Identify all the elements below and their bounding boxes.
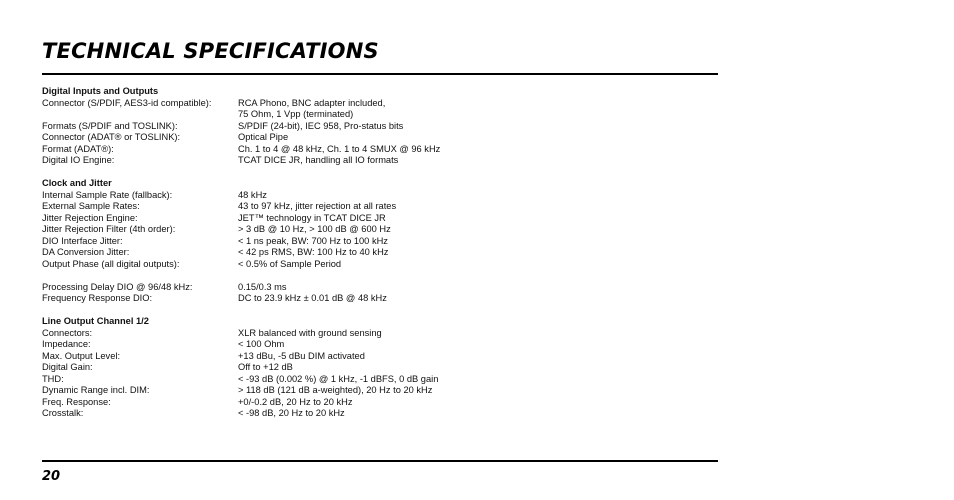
spec-label: Connector (S/PDIF, AES3-id compatible): bbox=[42, 97, 212, 108]
spec-label: Max. Output Level: bbox=[42, 350, 121, 361]
spec-label: THD: bbox=[42, 373, 64, 384]
page-number: 20 bbox=[42, 469, 61, 484]
spec-value: Ch. 1 to 4 @ 48 kHz, Ch. 1 to 4 SMUX @ 96 kHz bbox=[238, 143, 441, 154]
spec-label: Digital Gain: bbox=[42, 362, 93, 372]
spec-label: Digital IO Engine: bbox=[42, 155, 115, 165]
spec-label: Format (ADAT®): bbox=[42, 143, 114, 154]
spec-row bbox=[42, 339, 718, 351]
spec-value: 43 to 97 kHz, jitter rejection at all rates bbox=[238, 201, 397, 211]
spec-row bbox=[42, 132, 718, 144]
spec-value: +13 dBu, -5 dBu DIM activated bbox=[238, 350, 365, 361]
spec-value: < 42 ps RMS, BW: 100 Hz to 40 kHz bbox=[238, 247, 389, 257]
spec-label: DA Conversion Jitter: bbox=[42, 247, 130, 257]
spec-section-digital-io bbox=[42, 86, 718, 167]
spec-value: < 0.5% of Sample Period bbox=[238, 258, 342, 269]
spec-row bbox=[42, 385, 718, 397]
spec-value: DC to 23.9 kHz ± 0.01 dB @ 48 kHz bbox=[238, 293, 387, 303]
spec-row bbox=[42, 201, 718, 213]
spec-value: RCA Phono, BNC adapter included, 75 Ohm, 1 Vpp (terminated) bbox=[238, 97, 386, 119]
spec-section-line-output bbox=[42, 316, 718, 420]
spec-row bbox=[42, 397, 718, 409]
spec-row bbox=[42, 144, 718, 156]
spec-value: 48 kHz bbox=[238, 189, 267, 200]
spec-value: < -98 dB, 20 Hz to 20 kHz bbox=[238, 408, 345, 418]
spec-label: Jitter Rejection Engine: bbox=[42, 212, 138, 223]
spec-row bbox=[42, 213, 718, 225]
spec-label: Impedance: bbox=[42, 339, 91, 349]
spec-row bbox=[42, 351, 718, 363]
spec-label: DIO Interface Jitter: bbox=[42, 235, 123, 246]
spec-value: Optical Pipe bbox=[238, 132, 289, 142]
spec-row bbox=[42, 98, 718, 121]
spec-row bbox=[42, 224, 718, 236]
spec-row bbox=[42, 328, 718, 340]
spec-label: Connectors: bbox=[42, 327, 93, 338]
spec-body bbox=[42, 86, 718, 431]
spec-row bbox=[42, 155, 718, 167]
spec-section-processing bbox=[42, 282, 718, 305]
spec-row bbox=[42, 282, 718, 294]
page-title: TECHNICAL SPECIFICATIONS bbox=[42, 39, 379, 63]
spec-label: External Sample Rates: bbox=[42, 201, 140, 211]
spec-label: Dynamic Range incl. DIM: bbox=[42, 385, 150, 395]
spec-row bbox=[42, 374, 718, 386]
spec-row bbox=[42, 259, 718, 271]
spec-label: Processing Delay DIO @ 96/48 kHz: bbox=[42, 281, 193, 292]
spec-row bbox=[42, 121, 718, 133]
spec-label: Output Phase (all digital outputs): bbox=[42, 258, 180, 269]
section-heading: Digital Inputs and Outputs bbox=[42, 86, 159, 96]
bottom-divider bbox=[42, 460, 718, 462]
spec-value: < -93 dB (0.002 %) @ 1 kHz, -1 dBFS, 0 dB gain bbox=[238, 373, 439, 384]
spec-value: 0.15/0.3 ms bbox=[238, 281, 287, 292]
top-divider bbox=[42, 73, 718, 75]
spec-value: Off to +12 dB bbox=[238, 362, 293, 372]
spec-row bbox=[42, 362, 718, 374]
spec-value: XLR balanced with ground sensing bbox=[238, 327, 382, 338]
spec-value: > 118 dB (121 dB a-weighted), 20 Hz to 20 kHz bbox=[238, 385, 433, 395]
spec-value: +0/-0.2 dB, 20 Hz to 20 kHz bbox=[238, 396, 353, 407]
spec-value: JET™ technology in TCAT DICE JR bbox=[238, 212, 386, 223]
spec-label: Formats (S/PDIF and TOSLINK): bbox=[42, 120, 178, 131]
spec-row bbox=[42, 236, 718, 248]
spec-row bbox=[42, 190, 718, 202]
spec-value: TCAT DICE JR, handling all IO formats bbox=[238, 155, 399, 165]
spec-row bbox=[42, 247, 718, 259]
spec-value: < 100 Ohm bbox=[238, 339, 285, 349]
spec-value: S/PDIF (24-bit), IEC 958, Pro-status bits bbox=[238, 120, 404, 131]
spec-row bbox=[42, 408, 718, 420]
spec-label: Connector (ADAT® or TOSLINK): bbox=[42, 132, 181, 142]
spec-row bbox=[42, 293, 718, 305]
spec-value: < 1 ns peak, BW: 700 Hz to 100 kHz bbox=[238, 235, 388, 246]
section-heading: Line Output Channel 1/2 bbox=[42, 316, 149, 326]
spec-value: > 3 dB @ 10 Hz, > 100 dB @ 600 Hz bbox=[238, 224, 391, 234]
spec-label: Freq. Response: bbox=[42, 396, 111, 407]
spec-label: Frequency Response DIO: bbox=[42, 293, 153, 303]
spec-label: Jitter Rejection Filter (4th order): bbox=[42, 224, 176, 234]
spec-section-clock-jitter bbox=[42, 178, 718, 270]
spec-label: Crosstalk: bbox=[42, 408, 84, 418]
spec-label: Internal Sample Rate (fallback): bbox=[42, 189, 173, 200]
section-heading: Clock and Jitter bbox=[42, 178, 112, 188]
